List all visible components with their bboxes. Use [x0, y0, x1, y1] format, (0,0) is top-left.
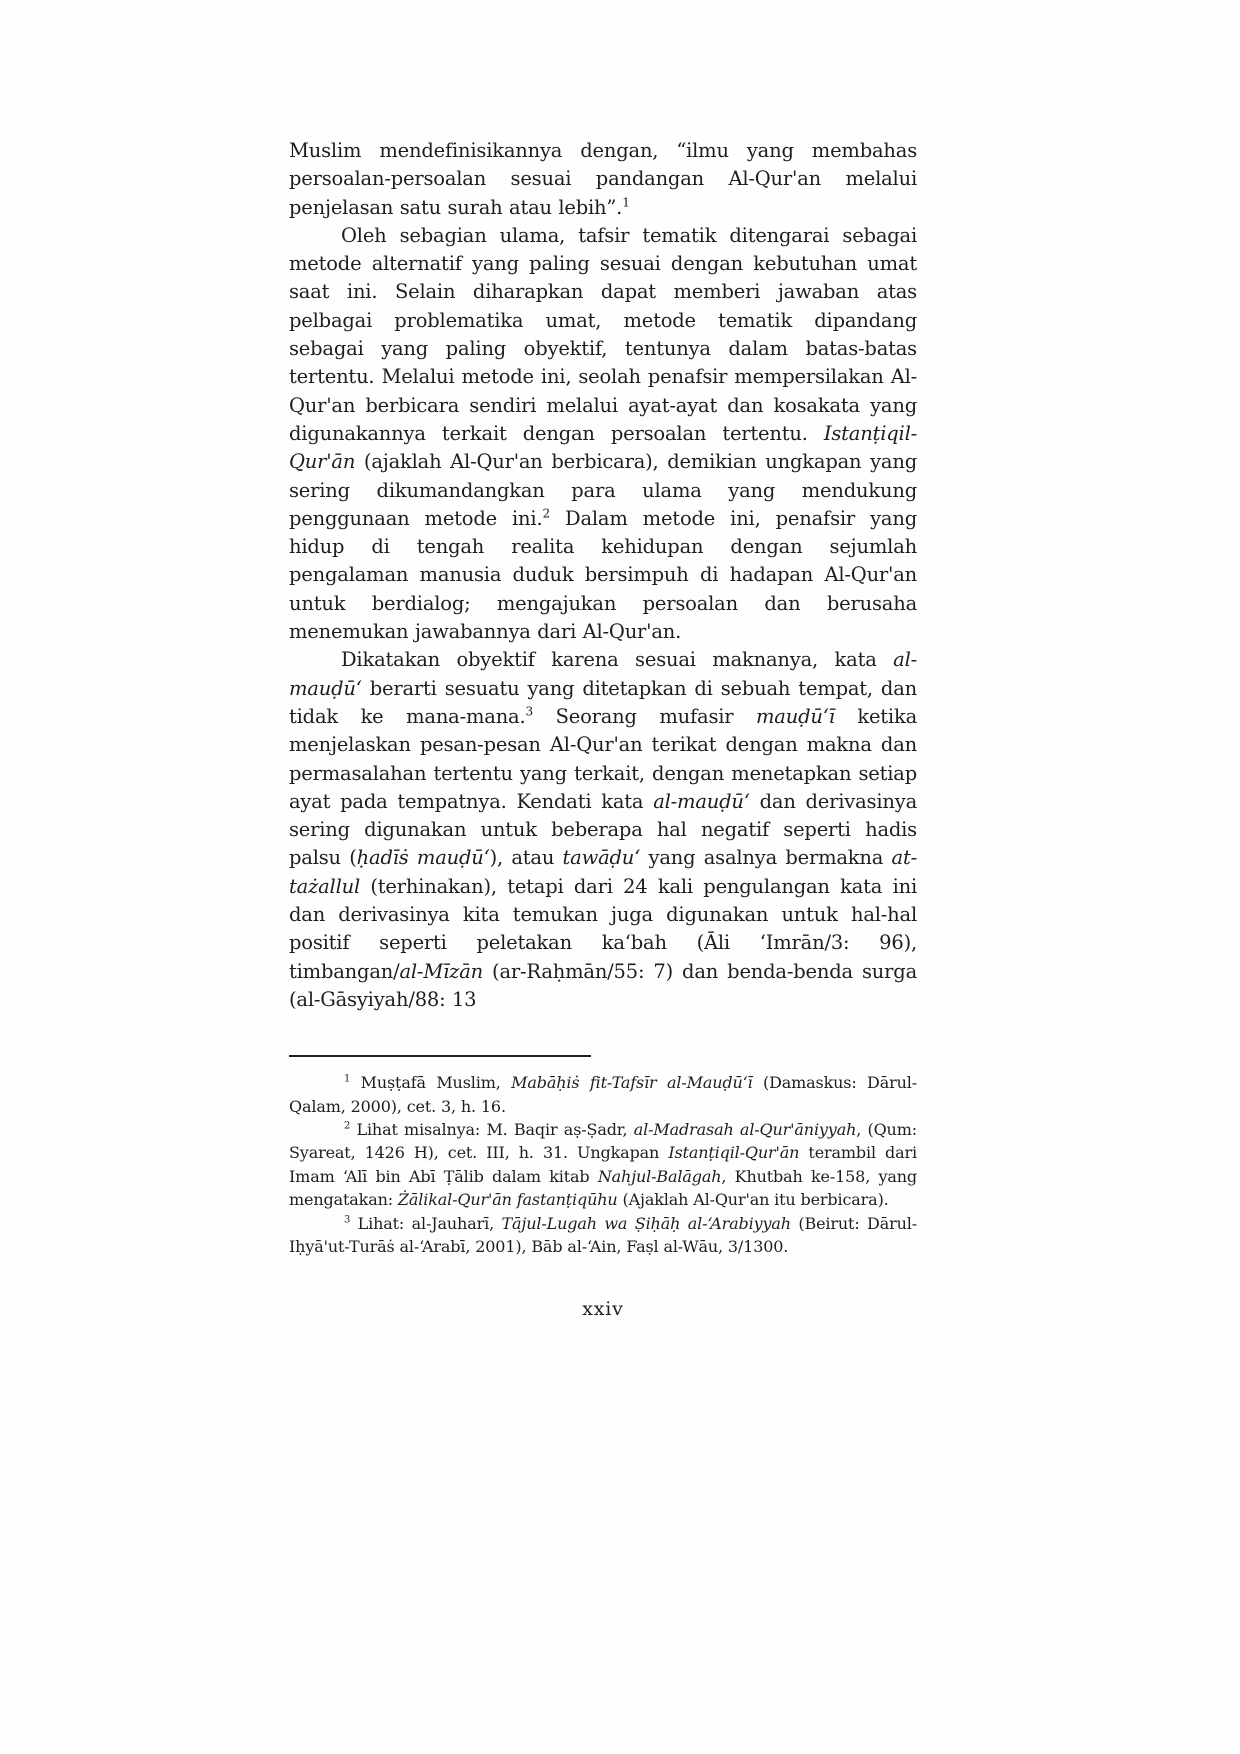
footnote-1: $^1$ Muṣṭafā Muslim, Mabāḥiṡ fit-Tafsīr al-Mauḍū‘ī (Damaskus: Dārul-Qalam, 2000), cet. 3, h. 16.	[289, 1073, 918, 1116]
footnote-3: $^3$ Lihat: al-Jauharī, Tājul-Lugah wa Ṣiḥāḥ al-‘Arabiyyah (Beirut: Dārul-Iḥyā'ut-Turāṡ al-‘Arabī, 2001), Bāb al-‘Ain, Faṣl al-Wāu, 3/1300.	[289, 1213, 917, 1257]
footnotes-section	[289, 1071, 917, 1258]
footnote-2: $^2$ Lihat misalnya: M. Baqir aṣ-Ṣadr, al-Madrasah al-Qur'āniyyah, (Qum: Syareat, 1426 H), cet. III, h. 31. Ungkapan Istanṭiqil-Qur'ān terambil dari Imam ‘Alī bin Abī Ṭālib dalam kitab Nahjul-Balāgah, Khutbah ke-158, yang mengatakan: Żālikal-Qur'ān fastanṭiqūhu (Ajaklah Al-Qur'an itu berbicara).	[289, 1120, 917, 1210]
page-number: xxiv	[582, 1298, 624, 1321]
body-paragraph-3: Dikatakan obyektif karena sesuai maknanya, kata al-mauḍū‘ berarti sesuatu yang ditetapkan di sebuah tempat, dan tidak ke mana-mana.$^3$ Seorang mufasir mauḍū‘ī ketika menjelaskan pesan-pesan Al-Qur'an terikat dengan makna dan permasalahan tertentu yang terkait, dengan menetapkan setiap ayat pada tempatnya. Kendati kata al-mauḍū‘ dan derivasinya sering digunakan untuk beberapa hal negatif seperti hadis palsu (ḥadīṡ mauḍū‘), atau tawāḍu‘ yang asalnya bermakna at-tażallul (terhinakan), tetapi dari 24 kali pengulangan kata ini dan derivasinya kita temukan juga digunakan untuk hal-hal positif seperti peletakan ka‘bah (Āli ‘Imrān/3: 96), timbangan/al-Mīzān (ar-Raḥmān/55: 7) dan benda-benda surga (al-Gāsyiyah/88: 13	[289, 648, 918, 1011]
footnote-separator	[289, 1055, 591, 1057]
page-body	[289, 137, 917, 1014]
body-paragraph-2: Oleh sebagian ulama, tafsir tematik ditengarai sebagai metode alternatif yang paling sesuai dengan kebutuhan umat saat ini. Selain diharapkan dapat memberi jawaban atas pelbagai problematika umat, metode tematik dipandang sebagai yang paling obyektif, tentunya dalam batas-batas tertentu. Melalui metode ini, seolah penafsir mempersilakan Al-Qur'an berbicara sendiri melalui ayat-ayat dan kosakata yang digunakannya terkait dengan persoalan tertentu. Istanṭiqil-Qur'ān (ajaklah Al-Qur'an berbicara), demikian ungkapan yang sering dikumandangkan para ulama yang mendukung penggunaan metode ini.$^2$ Dalam metode ini, penafsir yang hidup di tengah realita kehidupan dengan sejumlah pengalaman manusia duduk bersimpuh di hadapan Al-Qur'an untuk berdialog; mengajukan persoalan dan berusaha menemukan jawabannya dari Al-Qur'an.	[289, 223, 917, 644]
body-paragraph-1: Muslim mendefinisikannya dengan, “ilmu yang membahas persoalan-persoalan sesuai pandangan Al-Qur'an melalui penjelasan satu surah atau lebih”.$^1$	[289, 139, 917, 219]
